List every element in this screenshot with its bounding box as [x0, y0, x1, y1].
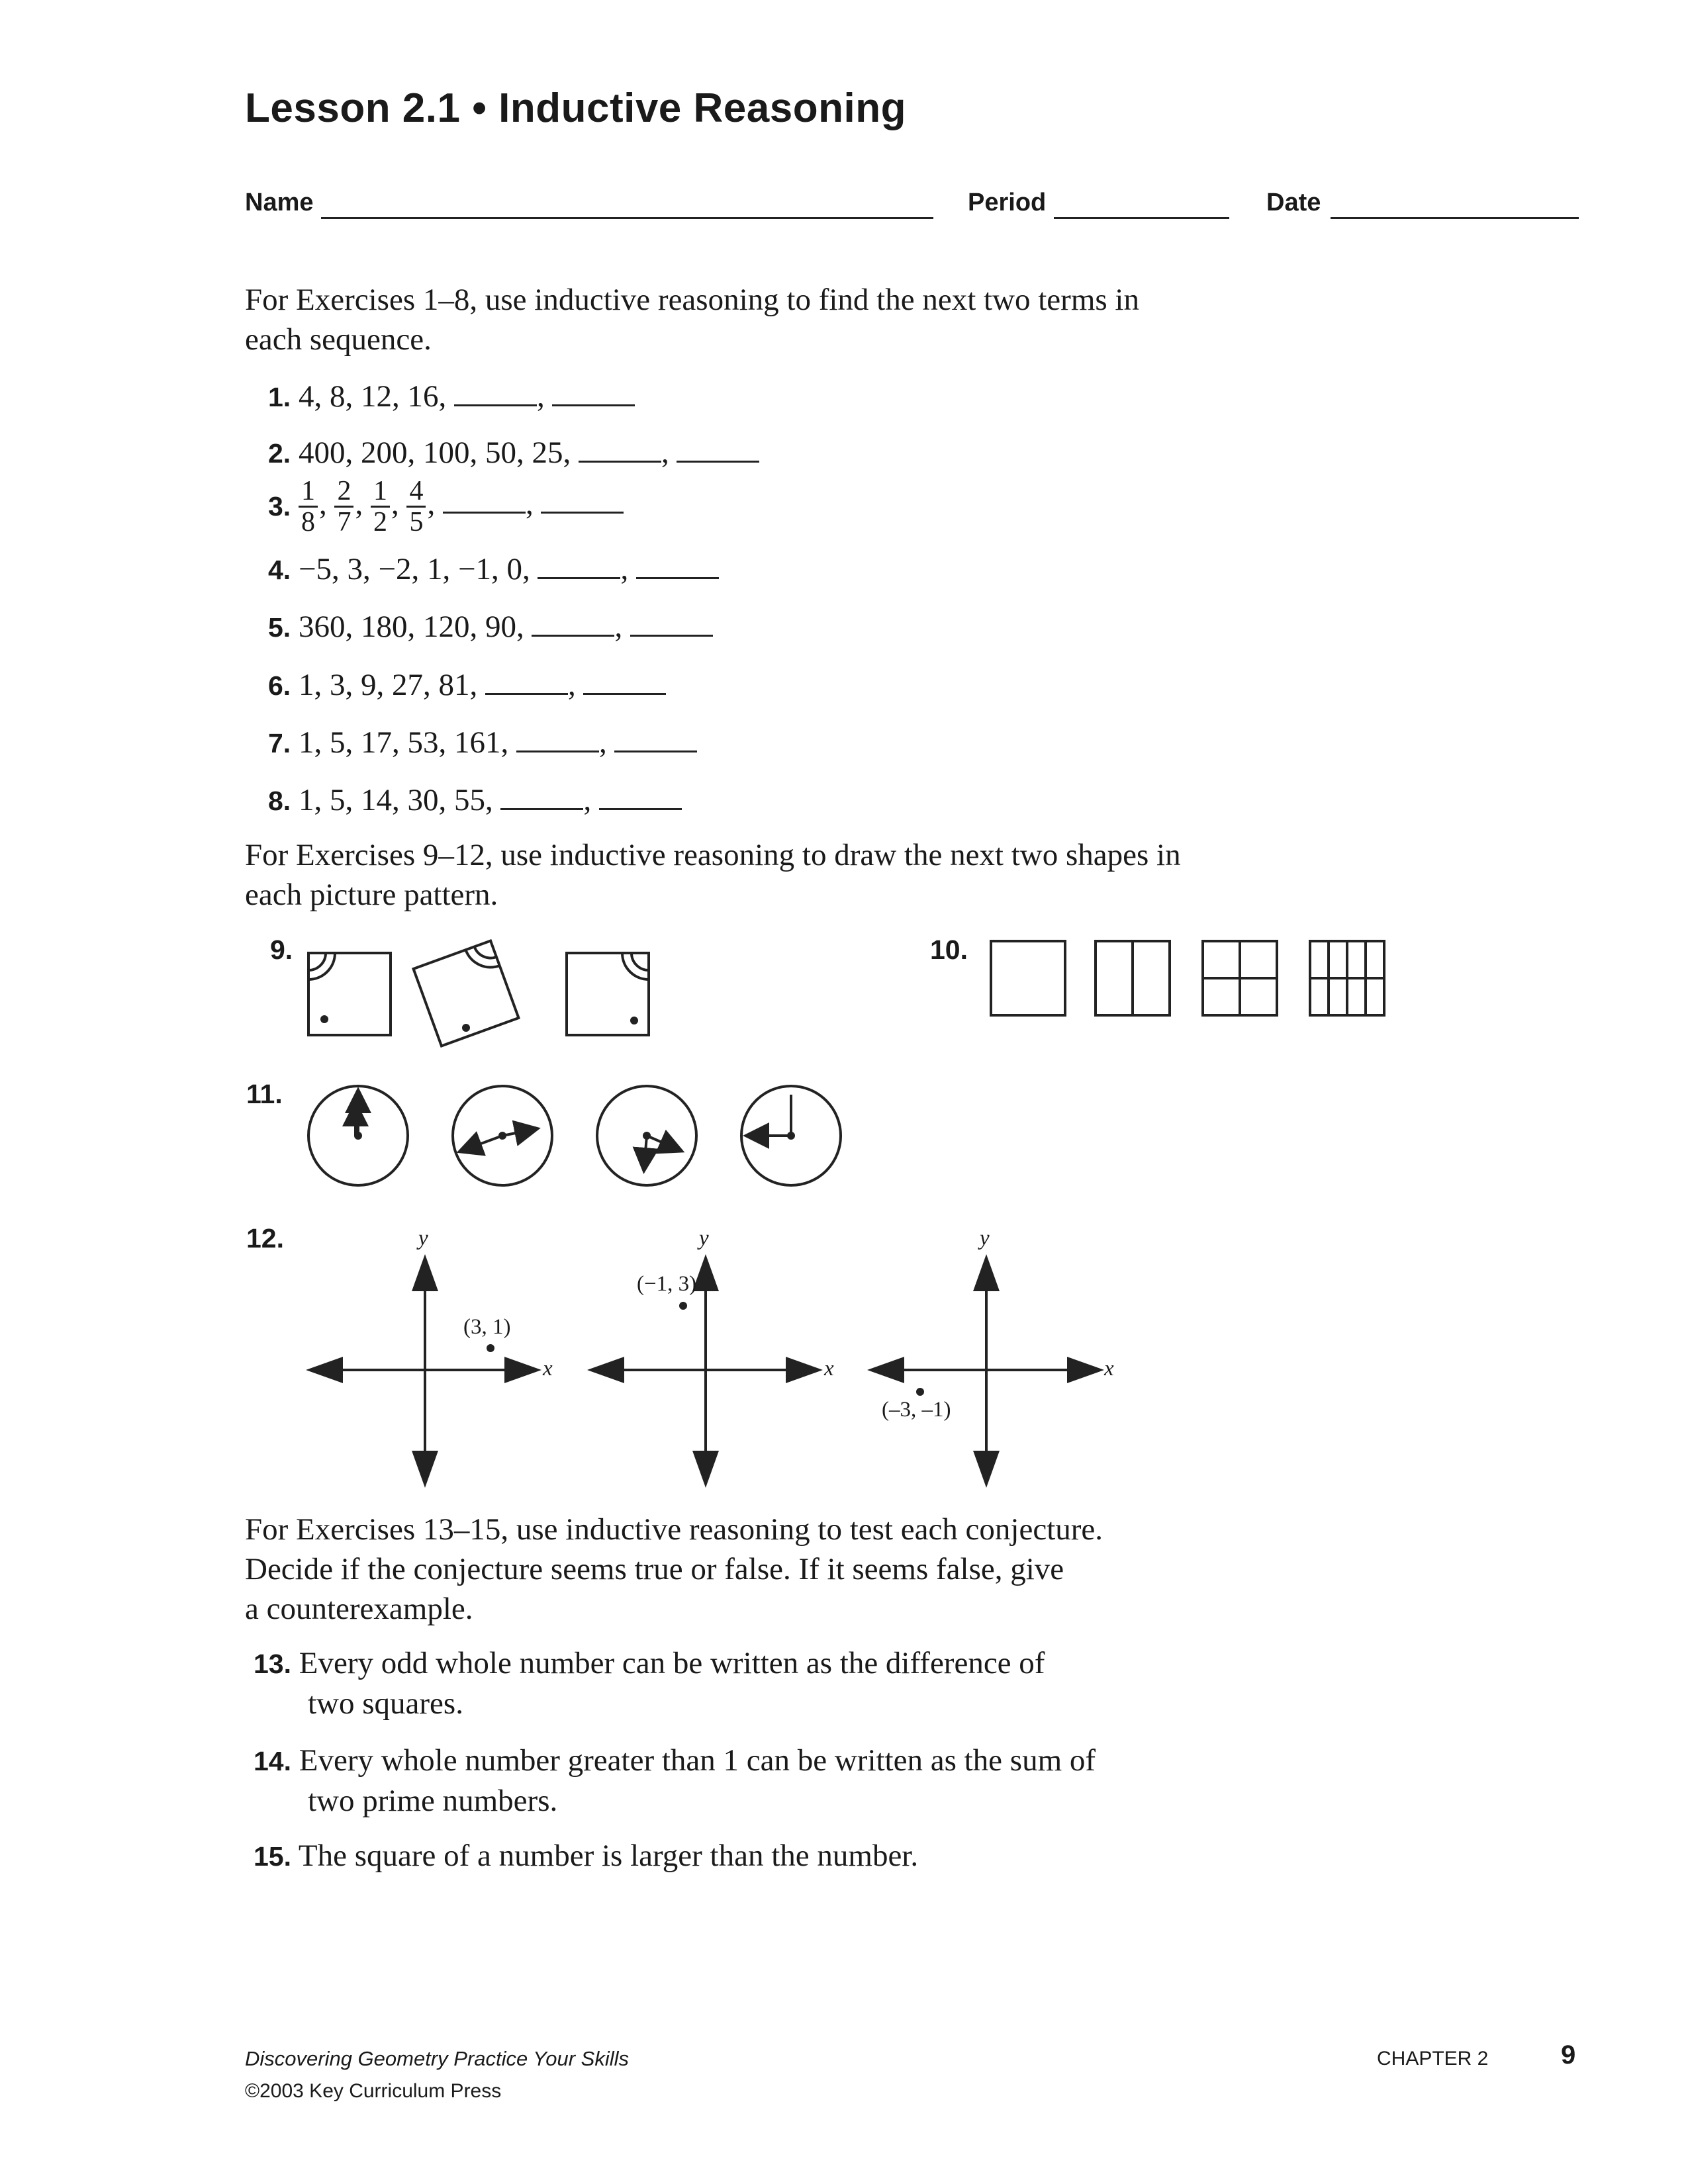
fraction: $\frac{4}{5}$ [406, 477, 426, 537]
x-axis-label: x [1104, 1357, 1114, 1381]
exercise-9-number: 9. [270, 934, 293, 965]
y-axis-label: y [418, 1226, 428, 1250]
footer-copyright: ©2003 Key Curriculum Press [245, 2080, 502, 2102]
exercise-6: 6. 1, 3, 9, 27, 81, , [268, 667, 666, 703]
instructions-13-15: For Exercises 13–15, use inductive reasoning to test each conjecture. Decide if the conjecture seems true or false. If it seems false, give a counterexample. [245, 1512, 1103, 1626]
footer-chapter: CHAPTER 2 [1377, 2048, 1489, 2070]
graph-2-axes [592, 1259, 818, 1482]
instructions-1-8: For Exercises 1–8, use inductive reasoning to find the next two terms in each sequence. [245, 283, 1139, 357]
point-label: (–3, –1) [882, 1398, 951, 1422]
exercise-13: 13. Every odd whole number can be written as the difference of two squares. [254, 1646, 1045, 1721]
fraction: $\frac{1}{8}$ [299, 477, 318, 537]
y-axis-label: y [699, 1226, 709, 1250]
exercise-15: 15. The square of a number is larger than the number. [254, 1839, 919, 1873]
exercise-1: 1. 4, 8, 12, 16, , [268, 379, 635, 414]
exercise-8: 8. 1, 5, 14, 30, 55, , [268, 782, 682, 818]
exercise-4: 4. −5, 3, −2, 1, −1, 0, , [268, 551, 719, 587]
x-axis-label: x [543, 1357, 553, 1381]
graph-3-axes [872, 1259, 1099, 1482]
exercise-7: 7. 1, 5, 17, 53, 161, , [268, 725, 697, 760]
point-label: (−1, 3) [637, 1272, 697, 1296]
date-label: Date [1266, 189, 1321, 216]
fraction: $\frac{1}{2}$ [371, 477, 390, 537]
exercise-10-number: 10. [930, 934, 968, 965]
exercise-14: 14. Every whole number greater than 1 can be written as the sum of two prime numbers. [254, 1743, 1096, 1818]
page-number: 9 [1561, 2040, 1576, 2070]
page-title: Lesson 2.1 • Inductive Reasoning [245, 85, 906, 131]
instructions-9-12: For Exercises 9–12, use inductive reasoning to draw the next two shapes in each picture pattern. [245, 838, 1181, 912]
point-label: (3, 1) [463, 1315, 511, 1339]
point-3-1 [487, 1344, 494, 1352]
point-neg1-3 [679, 1302, 687, 1310]
exercise-12-number: 12. [246, 1223, 284, 1253]
exercise-11-number: 11. [246, 1079, 283, 1109]
fraction: $\frac{2}{7}$ [334, 477, 353, 537]
name-label: Name [245, 189, 314, 216]
exercise-2: 2. 400, 200, 100, 50, 25, , [268, 435, 759, 471]
footer-book-title: Discovering Geometry Practice Your Skills [245, 2047, 630, 2070]
x-axis-label: x [824, 1357, 834, 1381]
exercise-3: 3. $\frac{1}{8}$ , $\frac{2}{7}$ , $\frac{1}{2}$ , $\frac{4}{5}$ , , [268, 477, 624, 537]
point-neg3-neg1 [916, 1388, 924, 1396]
exercise-5: 5. 360, 180, 120, 90, , [268, 609, 713, 645]
period-label: Period [968, 189, 1047, 216]
graph-1-axes [311, 1259, 536, 1482]
y-axis-label: y [980, 1226, 990, 1250]
